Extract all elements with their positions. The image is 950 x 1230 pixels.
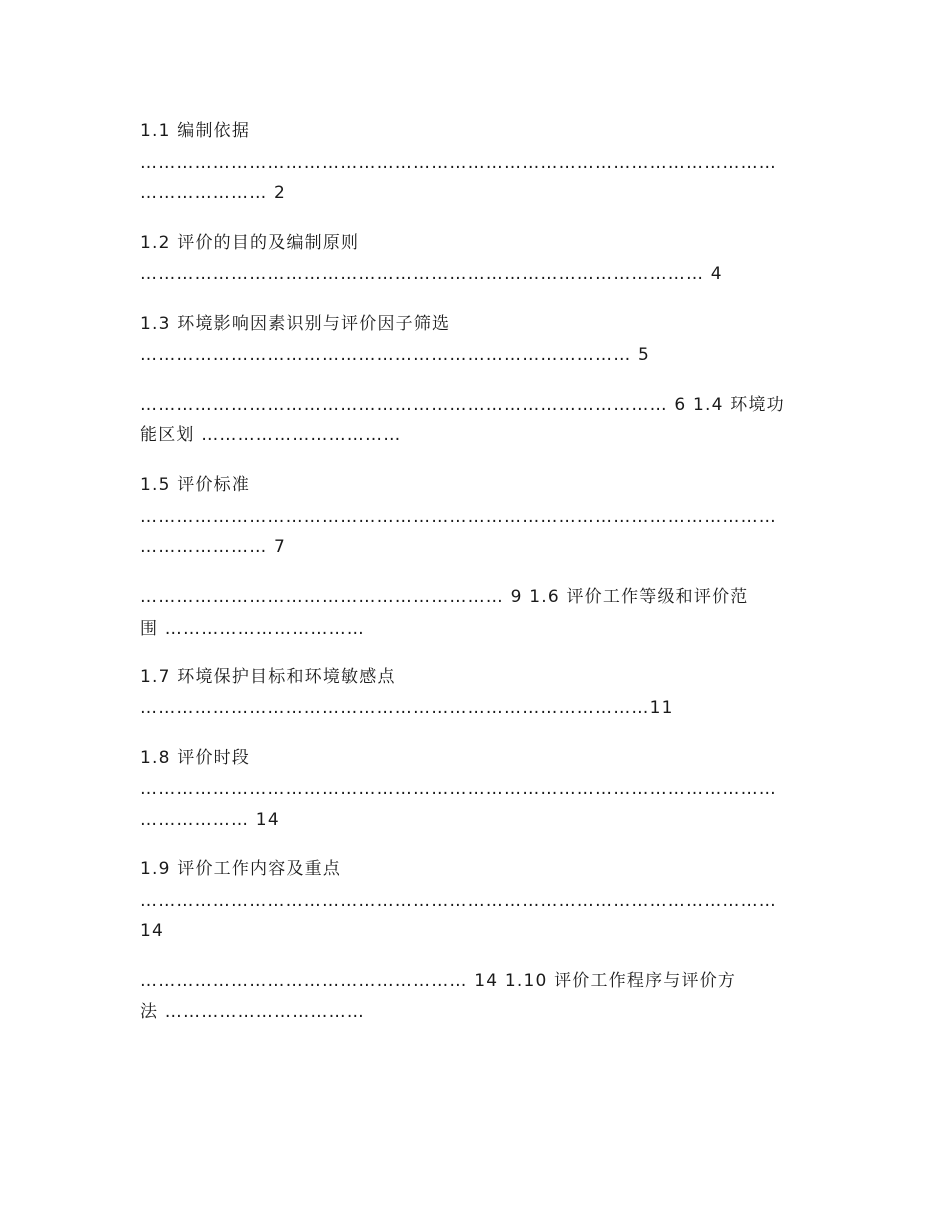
toc-entry-title: 1.8 评价时段: [140, 748, 251, 768]
toc-wrapped-line: 能区划 ……………………………: [140, 425, 402, 445]
toc-page-number: ………………… 2: [140, 183, 287, 203]
toc-page-number: ………………… 7: [140, 537, 287, 557]
toc-page-number: 14: [140, 921, 165, 941]
toc-page-number: ……………… 14: [140, 810, 280, 830]
toc-page-number: ………………………………………………………………………………… 4: [140, 264, 723, 284]
toc-page-number: …………………………………………………………………………11: [140, 698, 674, 718]
toc-dot-leader: ……………………………………………………………………………………………: [140, 891, 777, 911]
toc-wrapped-line: 围 ……………………………: [140, 619, 366, 639]
toc-wrapped-line: 法 ……………………………: [140, 1002, 366, 1022]
toc-entry-title: 1.5 评价标准: [140, 475, 251, 495]
toc-dot-leader: ……………………………………………………………………………………………: [140, 153, 777, 173]
toc-wrapped-line: ……………………………………………… 14 1.10 评价工作程序与评价方: [140, 971, 737, 991]
toc-entry-title: 1.7 环境保护目标和环境敏感点: [140, 667, 396, 687]
toc-dot-leader: ……………………………………………………………………………………………: [140, 507, 777, 527]
toc-dot-leader: ……………………………………………………………………………………………: [140, 779, 777, 799]
toc-wrapped-line: …………………………………………………………………………… 6 1.4 环境功: [140, 395, 785, 415]
toc-entry-title: 1.1 编制依据: [140, 121, 251, 141]
toc-page-number: ……………………………………………………………………… 5: [140, 345, 651, 365]
toc-entry-title: 1.3 环境影响因素识别与评价因子筛选: [140, 314, 451, 334]
toc-entry-title: 1.9 评价工作内容及重点: [140, 859, 342, 879]
toc-wrapped-line: …………………………………………………… 9 1.6 评价工作等级和评价范: [140, 587, 749, 607]
toc-entry-title: 1.2 评价的目的及编制原则: [140, 233, 360, 253]
